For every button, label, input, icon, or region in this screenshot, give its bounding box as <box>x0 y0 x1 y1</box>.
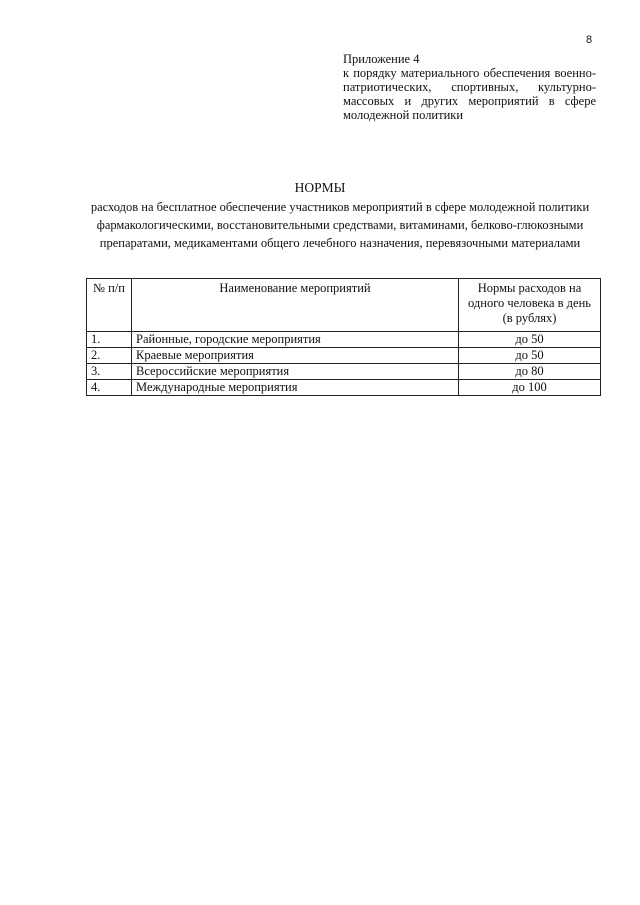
table-header-row <box>87 279 601 332</box>
table-row <box>87 348 601 364</box>
appendix-title: Приложение 4 <box>343 52 420 66</box>
norms-title: НОРМЫ <box>294 180 346 195</box>
row-name: Районные, городские мероприятия <box>132 332 459 348</box>
page-number: 8 <box>586 34 593 46</box>
row-value: до 50 <box>459 348 601 364</box>
row-name: Всероссийские мероприятия <box>132 364 459 380</box>
row-number: 1. <box>87 332 132 348</box>
table-row <box>87 332 601 348</box>
table-row <box>87 364 601 380</box>
row-number: 3. <box>87 364 132 380</box>
norms-subtitle: расходов на бесплатное обеспечение участников мероприятий в сфере молодежной политики фармакологическими, восстановительными средствами, витаминами, белково-глюкозными препаратами, медикаментами общего лечебного назначения, перевязочными материалами <box>90 200 590 250</box>
appendix-block <box>343 52 596 122</box>
table-row <box>87 380 601 396</box>
header-name: Наименование мероприятий <box>132 279 459 332</box>
row-number: 4. <box>87 380 132 396</box>
row-name: Краевые мероприятия <box>132 348 459 364</box>
appendix-text: к порядку материального обеспечения военно-патриотических, спортивных, культурно-массовых и других мероприятий в сфере молодежной политики <box>343 66 596 122</box>
header-number: № п/п <box>87 279 132 332</box>
row-name: Международные мероприятия <box>132 380 459 396</box>
row-value: до 100 <box>459 380 601 396</box>
row-value: до 80 <box>459 364 601 380</box>
norms-table <box>86 278 601 396</box>
row-number: 2. <box>87 348 132 364</box>
header-value: Нормы расходов на одного человека в день (в рублях) <box>459 279 601 332</box>
row-value: до 50 <box>459 332 601 348</box>
